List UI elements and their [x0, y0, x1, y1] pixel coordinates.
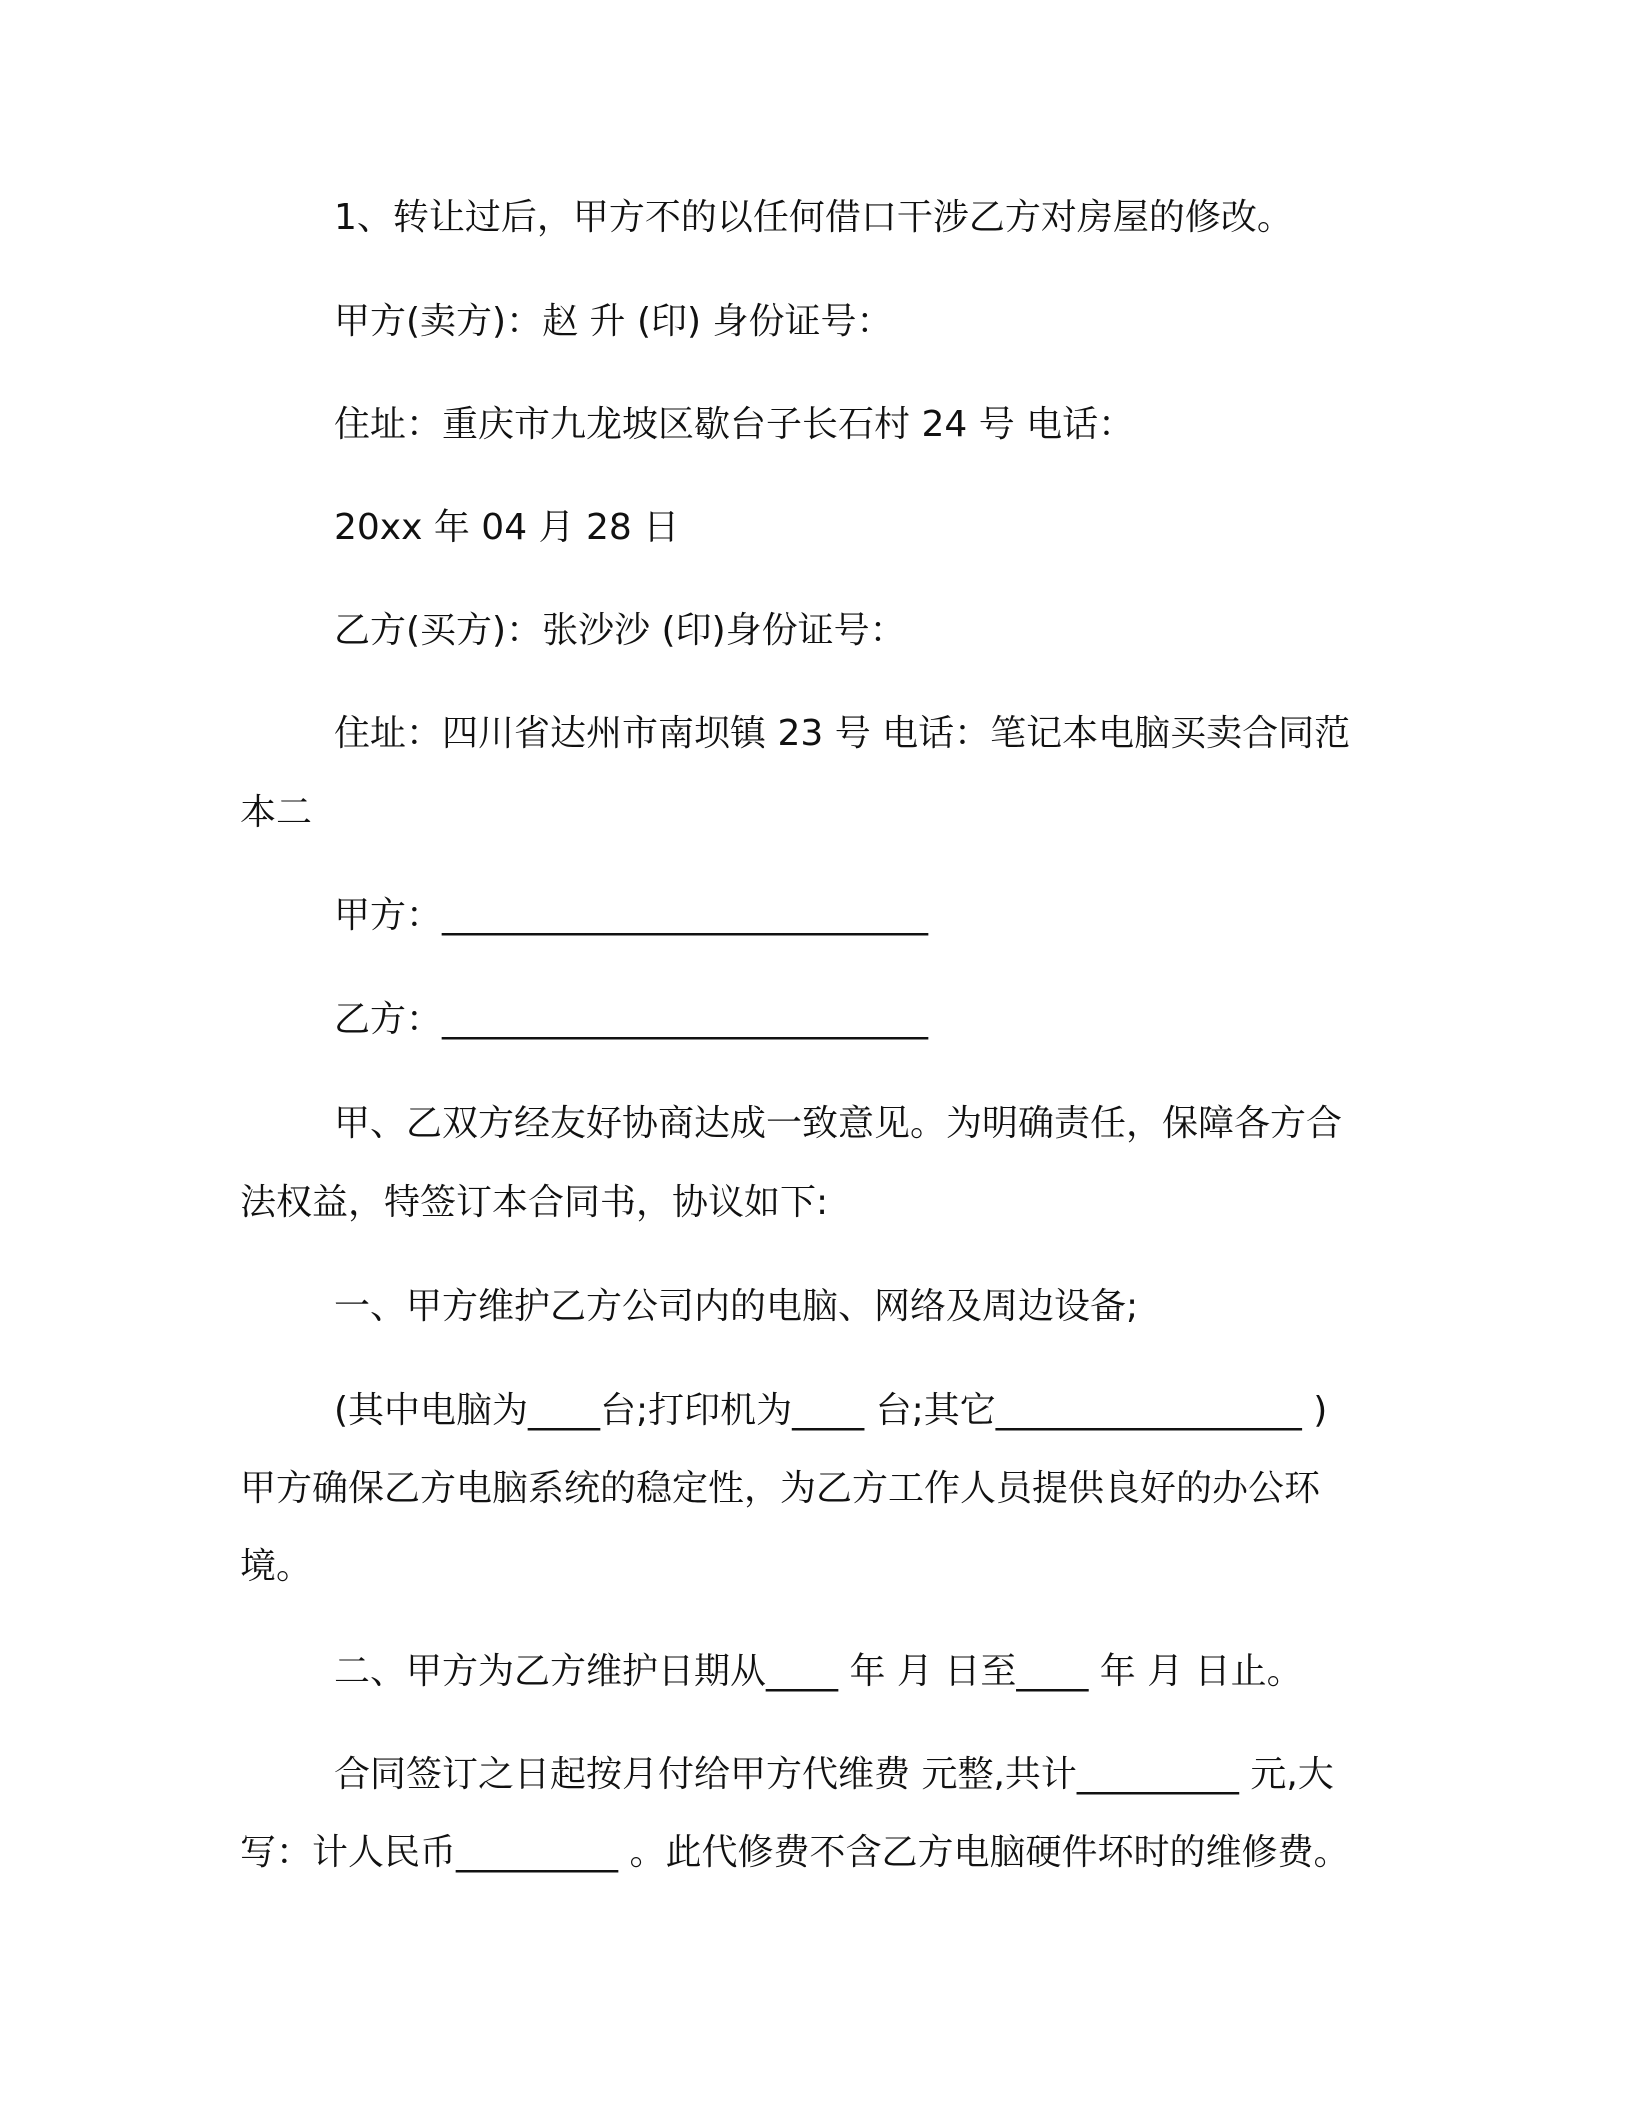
clause-transfer: 1、转让过后，甲方不的以任何借口干涉乙方对房屋的修改。: [334, 197, 1293, 238]
agreement-intro-line-2: 法权益，特签订本合同书，协议如下:: [240, 1182, 829, 1223]
seller-date-line: 20xx 年 04 月 28 日: [334, 507, 680, 548]
equipment-count-line: (其中电脑为____台;打印机为____ 台;其它_________________ ): [334, 1390, 1328, 1431]
sample-title-continuation: 本二: [240, 792, 313, 833]
payment-line-1: 合同签订之日起按月付给甲方代维费 元整,共计_________ 元,大: [334, 1754, 1334, 1795]
clause-two-line: 二、甲方为乙方维护日期从____ 年 月 日至____ 年 月 日止。: [334, 1651, 1303, 1692]
buyer-address-line: 住址：四川省达州市南坝镇 23 号 电话：笔记本电脑买卖合同范: [334, 713, 1351, 754]
party-a-signature-line: 甲方：___________________________: [334, 895, 929, 936]
agreement-intro-line-1: 甲、乙双方经友好协商达成一致意见。为明确责任，保障各方合: [334, 1103, 1343, 1144]
clause-one-line: 一、甲方维护乙方公司内的电脑、网络及周边设备;: [334, 1286, 1139, 1327]
seller-address-line: 住址：重庆市九龙坡区歇台子长石村 24 号 电话：: [334, 404, 1135, 445]
party-b-signature-line: 乙方：___________________________: [334, 999, 929, 1040]
payment-line-2: 写：计人民币_________ 。此代修费不含乙方电脑硬件坏时的维修费。: [240, 1832, 1350, 1873]
stability-line-2: 境。: [240, 1546, 313, 1587]
buyer-party-line: 乙方(买方)：张沙沙 (印)身份证号：: [334, 610, 906, 651]
stability-line-1: 甲方确保乙方电脑系统的稳定性，为乙方工作人员提供良好的办公环: [240, 1468, 1321, 1509]
seller-party-line: 甲方(卖方)：赵 升 (印) 身份证号：: [334, 301, 893, 342]
